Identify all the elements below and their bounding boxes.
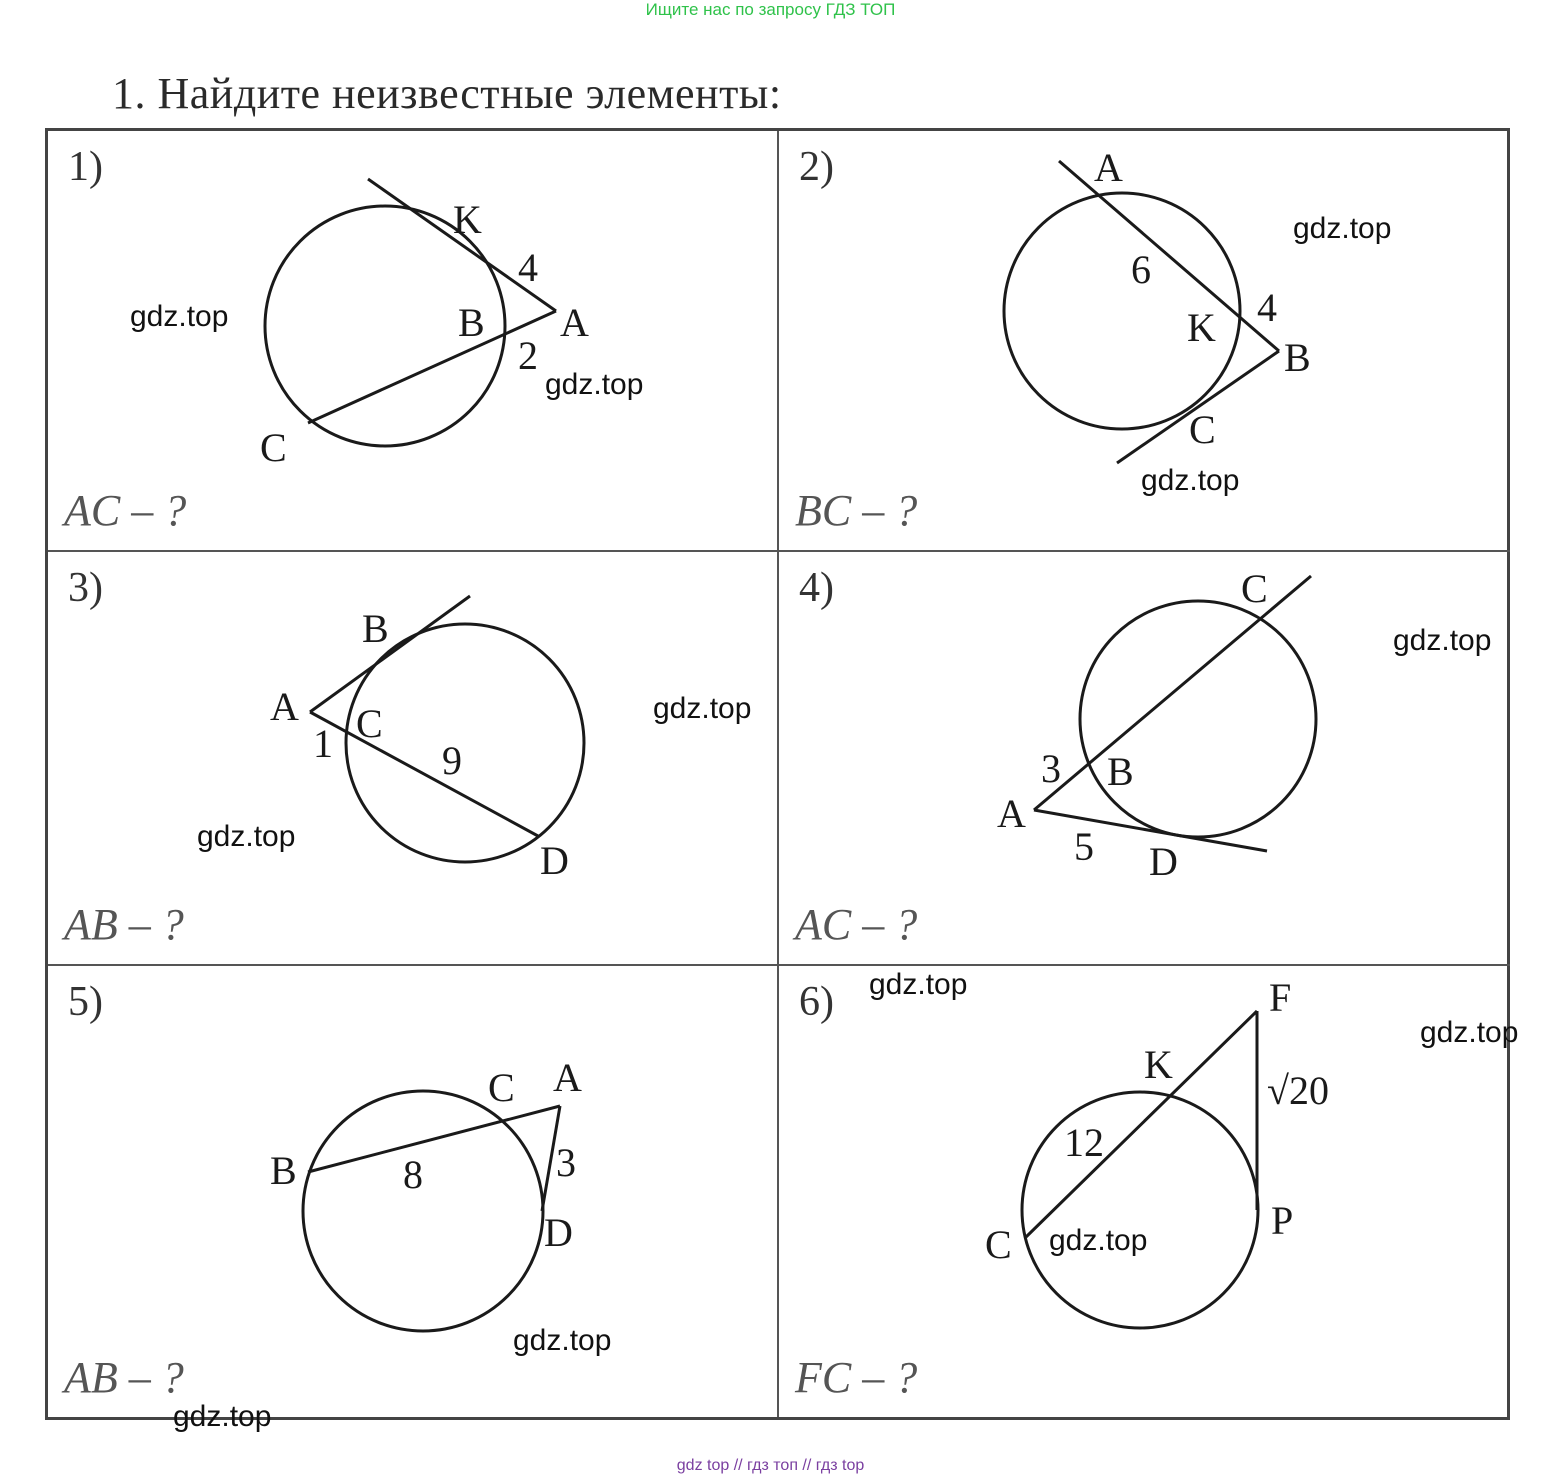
secant-line	[308, 1106, 560, 1172]
label-a: A	[270, 684, 299, 729]
watermark: gdz.top	[545, 368, 644, 401]
label-3: 3	[556, 1140, 576, 1185]
question: FC – ?	[795, 1353, 918, 1402]
label-c: C	[488, 1065, 515, 1110]
question: AB – ?	[64, 1353, 184, 1402]
label-p: P	[1271, 1198, 1294, 1243]
label-8: 8	[403, 1152, 423, 1197]
label-d: D	[544, 1210, 573, 1255]
label-c: C	[1241, 566, 1268, 611]
label-b: B	[1284, 335, 1311, 380]
problem-number: 4)	[799, 565, 834, 611]
problem-4	[779, 552, 1510, 966]
secant-line	[310, 712, 538, 836]
label-b: B	[362, 606, 389, 651]
label-5: 5	[1074, 824, 1094, 869]
label-a: A	[553, 1055, 582, 1100]
label-6: 6	[1131, 247, 1151, 292]
tangent-line	[310, 596, 470, 712]
watermark: gdz.top	[1393, 624, 1492, 657]
label-f: F	[1269, 975, 1292, 1020]
label-a: A	[1094, 145, 1123, 190]
label-d: D	[540, 838, 569, 883]
watermark: gdz.top	[1293, 212, 1392, 245]
problem-5	[48, 966, 779, 1417]
circle	[1080, 601, 1316, 837]
question: BC – ?	[795, 486, 918, 535]
label-4: 4	[518, 245, 538, 290]
label-c: C	[985, 1222, 1012, 1267]
label-c: C	[356, 701, 383, 746]
label-b: B	[1107, 749, 1134, 794]
label-sqrt20: √20	[1267, 1068, 1329, 1113]
secant-line	[1034, 576, 1311, 810]
label-12: 12	[1064, 1120, 1104, 1165]
problem-number: 6)	[799, 979, 834, 1025]
label-c: C	[1189, 407, 1216, 452]
watermark: gdz.top	[1049, 1224, 1148, 1257]
label-k: K	[1187, 305, 1216, 350]
secant-line	[1059, 161, 1279, 351]
label-k: K	[453, 197, 482, 242]
label-1: 1	[313, 721, 333, 766]
watermark: gdz.top	[653, 692, 752, 725]
problem-grid	[45, 128, 1510, 1420]
problem-number: 1)	[68, 144, 103, 190]
watermark: gdz.top	[1141, 464, 1240, 497]
label-b: B	[270, 1148, 297, 1193]
figure-6	[779, 966, 1510, 1417]
figure-5	[48, 966, 779, 1417]
label-a: A	[997, 791, 1026, 836]
watermark: gdz.top	[869, 968, 968, 1001]
circle	[303, 1091, 543, 1331]
label-4: 4	[1257, 285, 1277, 330]
problem-number: 2)	[799, 144, 834, 190]
question: AC – ?	[64, 486, 187, 535]
label-k: K	[1144, 1042, 1173, 1087]
top-banner[interactable]: Ищите нас по запросу ГДЗ ТОП	[645, 0, 896, 19]
label-2: 2	[518, 333, 538, 378]
label-3: 3	[1041, 746, 1061, 791]
watermark: gdz.top	[1420, 1016, 1519, 1049]
question: AC – ?	[795, 900, 918, 949]
footer-links[interactable]: gdz top // гдз топ // гдз top	[676, 1457, 865, 1474]
problem-number: 3)	[68, 565, 103, 611]
question: AB – ?	[64, 900, 184, 949]
label-9: 9	[442, 738, 462, 783]
watermark: gdz.top	[197, 820, 296, 853]
task-title: 1. Найдите неизвестные элементы:	[112, 69, 782, 118]
problem-number: 5)	[68, 979, 103, 1025]
label-d: D	[1149, 839, 1178, 884]
problem-1	[48, 131, 779, 552]
label-a: A	[560, 300, 589, 345]
watermark: gdz.top	[173, 1400, 272, 1433]
problem-3	[48, 552, 779, 966]
watermark: gdz.top	[130, 300, 229, 333]
watermark: gdz.top	[513, 1324, 612, 1357]
problem-6	[779, 966, 1510, 1417]
label-b: B	[458, 300, 485, 345]
label-c: C	[260, 425, 287, 470]
